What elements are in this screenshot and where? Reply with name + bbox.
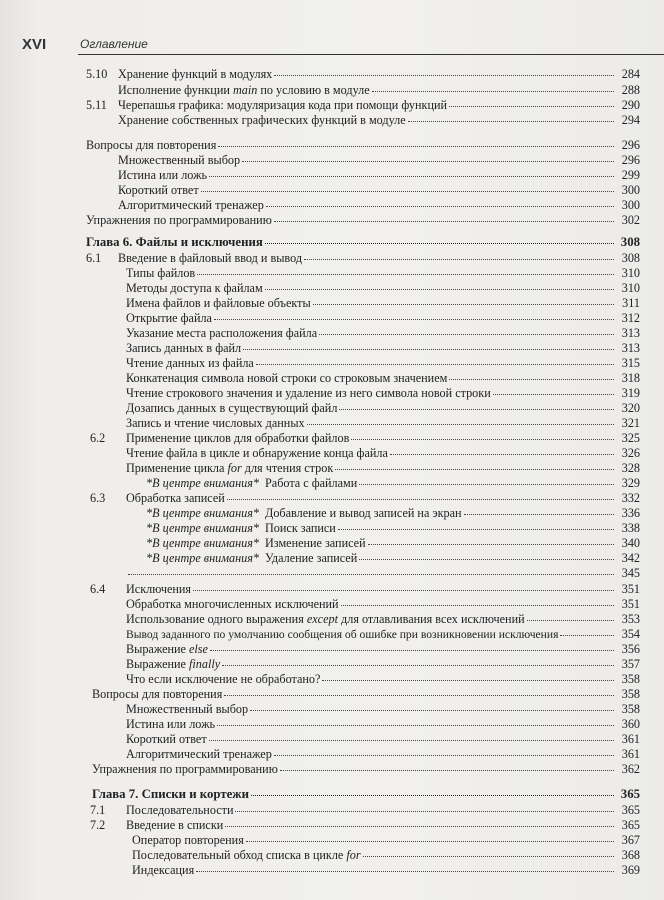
entry-page: 368 xyxy=(621,848,640,862)
entry-page: 312 xyxy=(621,311,640,325)
entry-title: Введение в списки xyxy=(126,818,224,832)
entry-page: 294 xyxy=(621,113,640,127)
entry-title: Множественный выбор xyxy=(118,153,241,167)
toc-entry[interactable] xyxy=(92,761,640,777)
chapter-title: Глава 6. Файлы и исключения xyxy=(86,235,263,249)
entry-title: Типы файлов xyxy=(126,266,196,280)
entry-title: Методы доступа к файлам xyxy=(126,281,263,295)
toc-entry[interactable] xyxy=(132,862,640,878)
page-number: XVI xyxy=(22,36,47,53)
section-number: 5.10 xyxy=(86,67,108,81)
entry-title: Обработка записей xyxy=(126,491,225,505)
entry-title: Упражнения по программированию xyxy=(92,762,278,776)
entry-page: 318 xyxy=(621,371,640,385)
entry-title: *В центре внимания* Изменение записей xyxy=(146,536,366,550)
entry-title: Оператор повторения xyxy=(132,833,244,847)
entry-page: 361 xyxy=(621,747,640,761)
entry-page: 290 xyxy=(621,98,640,112)
entry-page: 284 xyxy=(621,67,640,81)
entry-page: 351 xyxy=(621,582,640,596)
entry-title: Имена файлов и файловые объекты xyxy=(126,296,311,310)
entry-title: Хранение собственных графических функций в модуле xyxy=(118,113,406,127)
section-number: 7.2 xyxy=(90,818,106,832)
entry-title: Последовательности xyxy=(126,803,234,817)
entry-title: Черепашья графика: модуляризация кода при помощи функций xyxy=(118,98,448,112)
chapter-title: Глава 7. Списки и кортежи xyxy=(92,787,249,801)
entry-page: 313 xyxy=(621,341,640,355)
entry-page: 302 xyxy=(621,213,640,227)
entry-page: 357 xyxy=(621,657,640,671)
entry-title: Истина или ложь xyxy=(126,717,216,731)
entry-title: Последовательный обход списка в цикле for xyxy=(132,848,361,862)
section-number: 6.3 xyxy=(90,491,106,505)
section-number: 5.11 xyxy=(86,98,107,112)
entry-page: 358 xyxy=(621,687,640,701)
entry-title: Вопросы для повторения xyxy=(92,687,223,701)
entry-page: 356 xyxy=(621,642,640,656)
entry-page: 308 xyxy=(621,251,640,265)
entry-title: Чтение данных из файла xyxy=(126,356,254,370)
toc-entry[interactable] xyxy=(86,212,640,228)
running-title: Оглавление xyxy=(80,37,148,51)
entry-title: *В центре внимания* Добавление и вывод записей на экран xyxy=(146,506,462,520)
entry-page: 300 xyxy=(621,183,640,197)
entry-title: Открытие файла xyxy=(126,311,212,325)
entry-title: Короткий ответ xyxy=(118,183,199,197)
entry-page: 321 xyxy=(621,416,640,430)
entry-title: Конкатенация символа новой строки со строковым значением xyxy=(126,371,448,385)
entry-page: 315 xyxy=(621,356,640,370)
entry-page: 338 xyxy=(621,521,640,535)
entry-page: 342 xyxy=(621,551,640,565)
entry-page: 351 xyxy=(621,597,640,611)
entry-title: Индексация xyxy=(132,863,195,877)
spotlight-tag: *В центре внимания* xyxy=(146,521,259,535)
entry-page: 329 xyxy=(621,476,640,490)
entry-title: Что если исключение не обработано? xyxy=(126,672,321,686)
entry-page: 311 xyxy=(622,296,640,310)
entry-page: 296 xyxy=(621,153,640,167)
entry-title: Вывод заданного по умолчанию сообщения об ошибке при возникновении исключения xyxy=(126,628,559,641)
toc-entry[interactable] xyxy=(126,565,640,581)
entry-page: 345 xyxy=(621,566,640,580)
entry-page: 296 xyxy=(621,138,640,152)
entry-title: Чтение файла в цикле и обнаружение конца файла xyxy=(126,446,388,460)
entry-title: Указание места расположения файла xyxy=(126,326,318,340)
entry-title: Обработка многочисленных исключений xyxy=(126,597,339,611)
entry-page: 362 xyxy=(621,762,640,776)
entry-title: Алгоритмический тренажер xyxy=(118,198,264,212)
entry-title: *В центре внимания* Удаление записей xyxy=(146,551,358,565)
entry-page: 340 xyxy=(621,536,640,550)
entry-page: 332 xyxy=(621,491,640,505)
toc-chapter[interactable] xyxy=(86,234,640,250)
entry-page: 360 xyxy=(621,717,640,731)
entry-page: 320 xyxy=(621,401,640,415)
entry-title: Чтение строкового значения и удаление из него символа новой строки xyxy=(126,386,491,400)
entry-page: 353 xyxy=(621,612,640,626)
entry-page: 328 xyxy=(621,461,640,475)
entry-page: 326 xyxy=(621,446,640,460)
entry-page: 369 xyxy=(621,863,640,877)
entry-title: Исполнение функции main по условию в модуле xyxy=(118,83,370,97)
spotlight-tag: *В центре внимания* xyxy=(146,551,259,565)
entry-page: 310 xyxy=(621,266,640,280)
entry-page: 365 xyxy=(621,818,640,832)
section-number: 6.2 xyxy=(90,431,106,445)
entry-page: 288 xyxy=(621,83,640,97)
entry-title: Использование одного выражения except для отлавливания всех исключений xyxy=(126,612,525,626)
page-header xyxy=(22,36,642,56)
entry-page: 367 xyxy=(621,833,640,847)
entry-title: Упражнения по программированию xyxy=(86,213,272,227)
entry-title: Хранение функций в модулях xyxy=(118,67,273,81)
entry-page: 336 xyxy=(621,506,640,520)
entry-title: Введение в файловый ввод и вывод xyxy=(118,251,303,265)
entry-page: 358 xyxy=(621,672,640,686)
entry-page: 313 xyxy=(621,326,640,340)
entry-title: Дозапись данных в существующий файл xyxy=(126,401,338,415)
chapter-page: 365 xyxy=(620,787,640,801)
entry-title: Запись данных в файл xyxy=(126,341,242,355)
spotlight-tag: *В центре внимания* xyxy=(146,536,259,550)
entry-page: 354 xyxy=(621,627,640,641)
entry-title: Применение циклов для обработки файлов xyxy=(126,431,350,445)
entry-page: 325 xyxy=(621,431,640,445)
toc-entry[interactable] xyxy=(86,66,640,82)
entry-page: 361 xyxy=(621,732,640,746)
entry-title: Истина или ложь xyxy=(118,168,208,182)
entry-title: Выражение else xyxy=(126,642,208,656)
toc-chapter[interactable] xyxy=(92,786,640,802)
section-number: 6.1 xyxy=(86,251,102,265)
entry-title: *В центре внимания* Поиск записи xyxy=(146,521,336,535)
section-number: 6.4 xyxy=(90,582,106,596)
section-number: 7.1 xyxy=(90,803,106,817)
entry-page: 299 xyxy=(621,168,640,182)
spotlight-tag: *В центре внимания* xyxy=(146,476,259,490)
entry-page: 358 xyxy=(621,702,640,716)
chapter-page: 308 xyxy=(620,235,640,249)
entry-title: Алгоритмический тренажер xyxy=(126,747,272,761)
entry-title: Короткий ответ xyxy=(126,732,207,746)
entry-page: 300 xyxy=(621,198,640,212)
toc-entry[interactable] xyxy=(118,112,640,128)
entry-title: Множественный выбор xyxy=(126,702,249,716)
entry-title: Применение цикла for для чтения строк xyxy=(126,461,334,475)
entry-title: Вопросы для повторения xyxy=(86,138,217,152)
entry-page: 319 xyxy=(621,386,640,400)
entry-title: *В центре внимания* Работа с файлами xyxy=(146,476,358,490)
entry-title: Запись и чтение числовых данных xyxy=(126,416,305,430)
entry-page: 365 xyxy=(621,803,640,817)
entry-title: Исключения xyxy=(126,582,192,596)
spotlight-tag: *В центре внимания* xyxy=(146,506,259,520)
header-rule xyxy=(78,54,664,55)
entry-page: 310 xyxy=(621,281,640,295)
entry-title: Выражение finally xyxy=(126,657,221,671)
